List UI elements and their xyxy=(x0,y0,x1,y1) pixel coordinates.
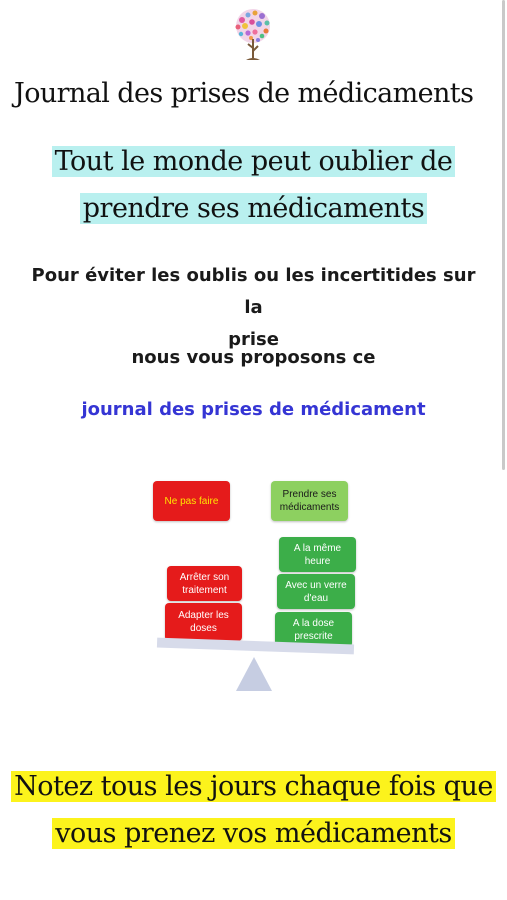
dont-item-adjust-doses: Adapter les doses xyxy=(165,603,242,641)
intro-line2: prise xyxy=(228,329,279,350)
dont-label-box: Ne pas faire xyxy=(153,481,230,521)
journal-link[interactable]: journal des prises de médicament xyxy=(81,399,426,420)
headline-top-line1: Tout le monde peut oublier de xyxy=(52,146,456,177)
proposal-text: nous vous proposons ce xyxy=(131,347,376,368)
headline-top xyxy=(0,138,507,232)
headline-bottom-line2: vous prenez vos médicaments xyxy=(52,818,455,849)
balance-illustration xyxy=(150,470,360,700)
headline-bottom xyxy=(0,763,507,857)
headline-bottom-line1: Notez tous les jours chaque fois que xyxy=(11,771,496,802)
page-title: Journal des prises de médicaments xyxy=(14,78,474,109)
headline-top-line2: prendre ses médicaments xyxy=(80,193,427,224)
do-label-box: Prendre ses médicaments xyxy=(271,481,348,521)
do-item-same-time: A la même heure xyxy=(279,537,356,572)
balance-fulcrum xyxy=(236,657,272,691)
brain-tree-logo xyxy=(222,6,284,64)
intro-line1: Pour éviter les oublis ou les incertitides sur la xyxy=(31,265,476,318)
do-item-prescribed-dose: A la dose prescrite xyxy=(275,612,352,647)
do-item-glass-water: Avec un verre d'eau xyxy=(277,574,355,609)
dont-item-stop-treatment: Arrêter son traitement xyxy=(167,566,242,601)
scrollbar[interactable] xyxy=(502,0,505,470)
